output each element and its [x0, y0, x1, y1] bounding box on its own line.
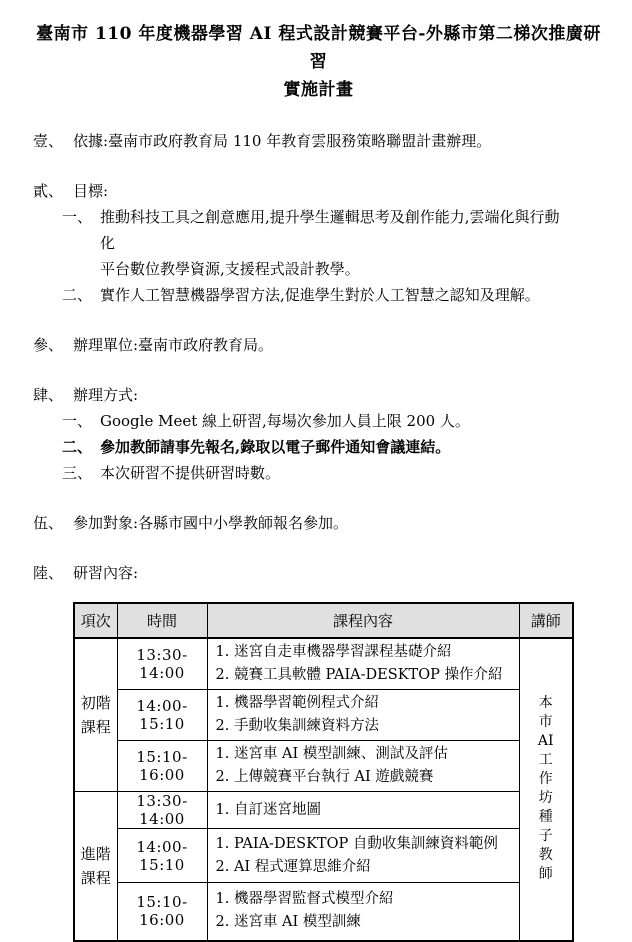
lecturer-cell — [519, 638, 573, 941]
course-item: 2. 迷宮車 AI 模型訓練 — [215, 914, 361, 931]
course-table — [73, 602, 574, 942]
content-cell — [207, 883, 519, 941]
level-line: 課程 — [80, 718, 111, 736]
sub-item-label: 一、 — [62, 208, 93, 226]
sub-item-label: 一、 — [62, 412, 93, 430]
course-item: 1. 迷宮自走車機器學習課程基礎介紹 — [215, 644, 452, 660]
table-header-row — [74, 603, 573, 638]
content-cell — [207, 792, 519, 829]
doc-title-line1: 臺南市 110 年度機器學習 AI 程式設計競賽平台-外縣市第二梯次推廣研習 — [36, 24, 601, 72]
course-item: 1. 機器學習監督式模型介紹 — [215, 891, 394, 908]
sub-item-text: 實作人工智慧機器學習方法,促進學生對於人工智慧之認知及理解。 — [100, 286, 540, 304]
course-item: 2. 競賽工具軟體 PAIA-DESKTOP 操作介紹 — [215, 667, 503, 683]
time-cell: 15:10-16:00 — [117, 741, 207, 792]
lecturer-char: AI — [537, 733, 554, 750]
section-label: 貳、 — [33, 182, 64, 200]
section-participants — [33, 510, 604, 536]
section-label: 陸、 — [33, 564, 64, 582]
content-cell — [207, 741, 519, 792]
table-row — [74, 638, 573, 690]
content-cell — [207, 690, 519, 741]
lecturer-char: 教 — [538, 847, 553, 864]
section-text: 參加對象:各縣市國中小學教師報名參加。 — [73, 514, 349, 532]
table-row — [74, 829, 573, 883]
course-item: 1. 自訂迷宮地圖 — [215, 801, 321, 818]
level-line: 進階 — [80, 844, 111, 863]
goal-item-1 — [62, 204, 604, 282]
sub-item-text — [100, 204, 566, 282]
time-cell: 14:00-15:10 — [117, 829, 207, 883]
table-row — [74, 741, 573, 792]
section-label: 壹、 — [33, 132, 64, 150]
goal-item-2 — [62, 282, 604, 308]
header-cell-content: 課程內容 — [207, 603, 519, 638]
section-text: 辦理方式: — [73, 386, 139, 404]
time-cell: 15:10-16:00 — [117, 883, 207, 941]
section-method — [33, 382, 604, 408]
header-cell-lecturer: 講師 — [519, 603, 573, 638]
level-line: 課程 — [80, 868, 111, 887]
section-label: 參、 — [33, 336, 64, 354]
lecturer-char: 市 — [538, 714, 553, 731]
doc-title-line2: 實施計畫 — [283, 80, 354, 100]
lecturer-char: 子 — [538, 828, 553, 845]
time-cell: 13:30-14:00 — [117, 792, 207, 829]
section-content — [33, 560, 604, 586]
section-text: 依據:臺南市政府教育局 110 年教育雲服務策略聯盟計畫辦理。 — [73, 132, 492, 150]
course-item: 1. 機器學習範例程式介紹 — [215, 695, 379, 711]
level-cell-basic — [74, 638, 117, 792]
content-cell — [207, 638, 519, 690]
table-row — [74, 883, 573, 941]
sub-item-text: 本次研習不提供研習時數。 — [100, 464, 281, 482]
lecturer-char: 工 — [538, 752, 553, 769]
sub-item-text: 參加教師請事先報名,錄取以電子郵件通知會議連結。 — [100, 438, 451, 456]
time-cell: 14:00-15:10 — [117, 690, 207, 741]
section-text: 目標: — [73, 182, 109, 200]
sub-item-line: 平台數位教學資源,支援程式設計教學。 — [100, 260, 360, 278]
sub-item-label: 三、 — [62, 464, 93, 482]
section-label: 肆、 — [33, 386, 64, 404]
sub-item-label: 二、 — [62, 286, 93, 304]
method-item-2 — [62, 434, 604, 460]
course-item: 2. 上傳競賽平台執行 AI 遊戲競賽 — [215, 769, 434, 785]
level-line: 初階 — [80, 694, 111, 712]
sub-item-line: 推動科技工具之創意應用,提升學生邏輯思考及創作能力,雲端化與行動化 — [100, 208, 560, 252]
header-cell-level: 項次 — [74, 603, 117, 638]
sub-item-text: Google Meet 線上研習,每場次參加人員上限 200 人。 — [100, 412, 470, 430]
lecturer-char: 坊 — [538, 790, 553, 807]
section-text: 辦理單位:臺南市政府教育局。 — [73, 336, 274, 354]
lecturer-char: 種 — [538, 809, 553, 826]
time-cell: 13:30-14:00 — [117, 638, 207, 690]
table-row — [74, 690, 573, 741]
section-label: 伍、 — [33, 514, 64, 532]
section-text: 研習內容: — [73, 564, 139, 582]
method-item-3 — [62, 460, 604, 486]
method-item-1 — [62, 408, 604, 434]
lecturer-char: 作 — [538, 771, 553, 788]
section-goals — [33, 178, 604, 204]
header-cell-time: 時間 — [117, 603, 207, 638]
course-item: 1. 迷宮車 AI 模型訓練、測試及評估 — [215, 746, 448, 762]
course-item: 1. PAIA-DESKTOP 自動收集訓練資料範例 — [215, 835, 498, 852]
section-organizer — [33, 332, 604, 358]
sub-item-label: 二、 — [62, 438, 93, 456]
table-row — [74, 792, 573, 829]
section-basis — [33, 128, 604, 154]
doc-title — [33, 20, 604, 104]
course-item: 2. AI 程式運算思維介紹 — [215, 858, 371, 875]
lecturer-char: 本 — [538, 695, 553, 712]
course-item: 2. 手動收集訓練資料方法 — [215, 718, 379, 734]
lecturer-char: 師 — [538, 866, 553, 883]
course-table-wrapper — [73, 602, 604, 942]
content-cell — [207, 829, 519, 883]
level-cell-advanced — [74, 792, 117, 941]
